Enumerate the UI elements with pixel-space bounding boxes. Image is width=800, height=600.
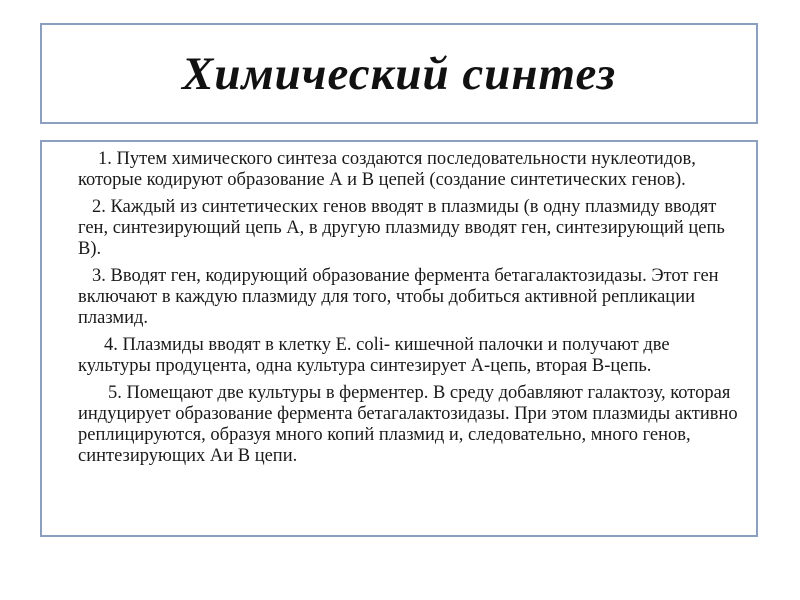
paragraph-3: 3. Вводят ген, кодирующий образование фермента бетагалактозидазы. Этот ген включают в каждую плазмиду для того, чтобы добиться активной репликации плазмид.	[78, 266, 719, 328]
paragraph-1: 1. Путем химического синтеза создаются последовательности нуклеотидов, которые кодируют образование А и В цепей (создание синтетических генов).	[78, 149, 696, 190]
title-box	[40, 23, 758, 124]
paragraph-2: 2. Каждый из синтетических генов вводят в плазмиды (в одну плазмиду вводят ген, синтезирующий цепь А, в другую плазмиду вводят ген, синтезирующий цепь В).	[78, 197, 725, 259]
content-box	[40, 140, 758, 537]
paragraph-5: 5. Помещают две культуры в ферментер. В среду добавляют галактозу, которая индуцирует образование фермента бетагалактозидазы. При этом плазмиды активно реплицируются, образуя много копий плазмид и, следовательно, много генов, синтезирующих Аи В цепи.	[78, 383, 738, 466]
slide-title: Химический синтез	[181, 47, 617, 100]
paragraph-4: 4. Плазмиды вводят в клетку E. coli- кишечной палочки и получают две культуры продуцента, одна культура синтезирует А-цепь, вторая В-цепь.	[78, 335, 670, 376]
